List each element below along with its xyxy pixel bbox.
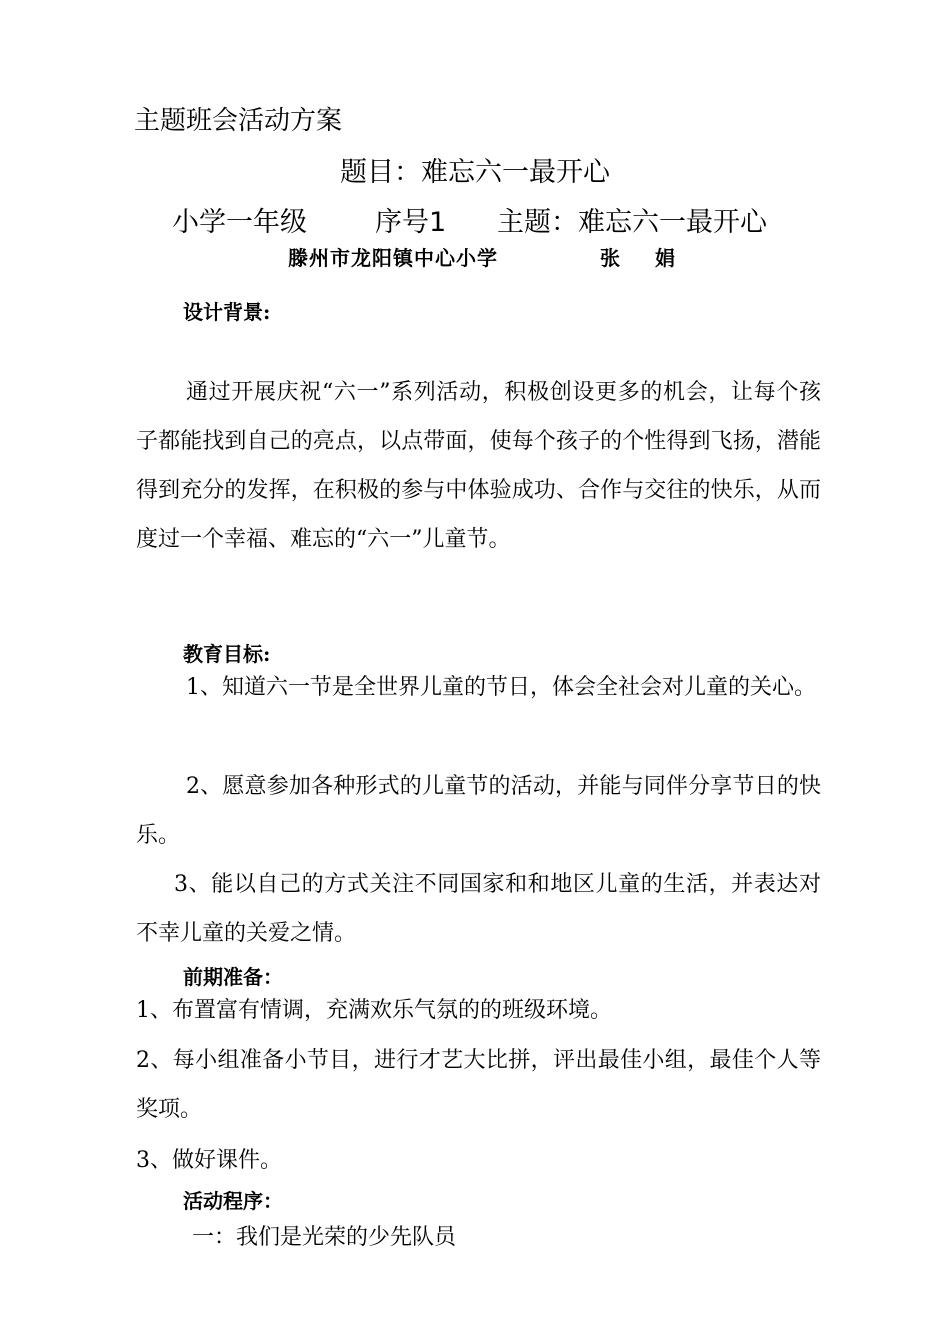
document-title: 题目：难忘六一最开心 bbox=[340, 157, 610, 188]
procedure-item: 一：我们是光荣的少先队员 bbox=[192, 1225, 457, 1250]
section-heading-goals: 教育目标: bbox=[183, 642, 271, 666]
author-name: 张 娟 bbox=[600, 246, 689, 270]
document-header: 主题班会活动方案 bbox=[134, 106, 343, 136]
preparation-item: 3、做好课件。 bbox=[136, 1148, 282, 1173]
info-grade: 小学一年级 bbox=[172, 207, 307, 238]
preparation-item: 2、每小组准备小节目，进行才艺大比拼，评出最佳小组，最佳个人等奖项。 bbox=[136, 1048, 821, 1122]
section-heading-preparation: 前期准备： bbox=[183, 965, 283, 989]
section-heading-background: 设计背景: bbox=[183, 300, 271, 324]
author-school: 滕州市龙阳镇中心小学 bbox=[288, 246, 498, 270]
info-sequence: 序号1 bbox=[375, 207, 447, 238]
section-heading-procedure: 活动程序： bbox=[183, 1189, 283, 1213]
goal-item: 3、能以自己的方式关注不同国家和和地区儿童的生活，并表达对不幸儿童的关爱之情。 bbox=[136, 872, 821, 946]
info-theme: 主题：难忘六一最开心 bbox=[497, 207, 767, 238]
goal-item: 1、知道六一节是全世界儿童的节日，体会全社会对儿童的关心。 bbox=[186, 675, 816, 700]
preparation-item: 1、布置富有情调，充满欢乐气氛的的班级环境。 bbox=[136, 998, 612, 1023]
background-paragraph: 通过开展庆祝“六一”系列活动，积极创设更多的机会，让每个孩子都能找到自己的亮点，以点带面，使每个孩子的个性得到飞扬，潜能得到充分的发挥，在积极的参与中体验成功、合作与交往的快乐，从而度过一个幸福、难忘的“六一”儿童节。 bbox=[136, 380, 821, 552]
goal-item: 2、愿意参加各种形式的儿童节的活动，并能与同伴分享节日的快乐。 bbox=[136, 774, 821, 848]
